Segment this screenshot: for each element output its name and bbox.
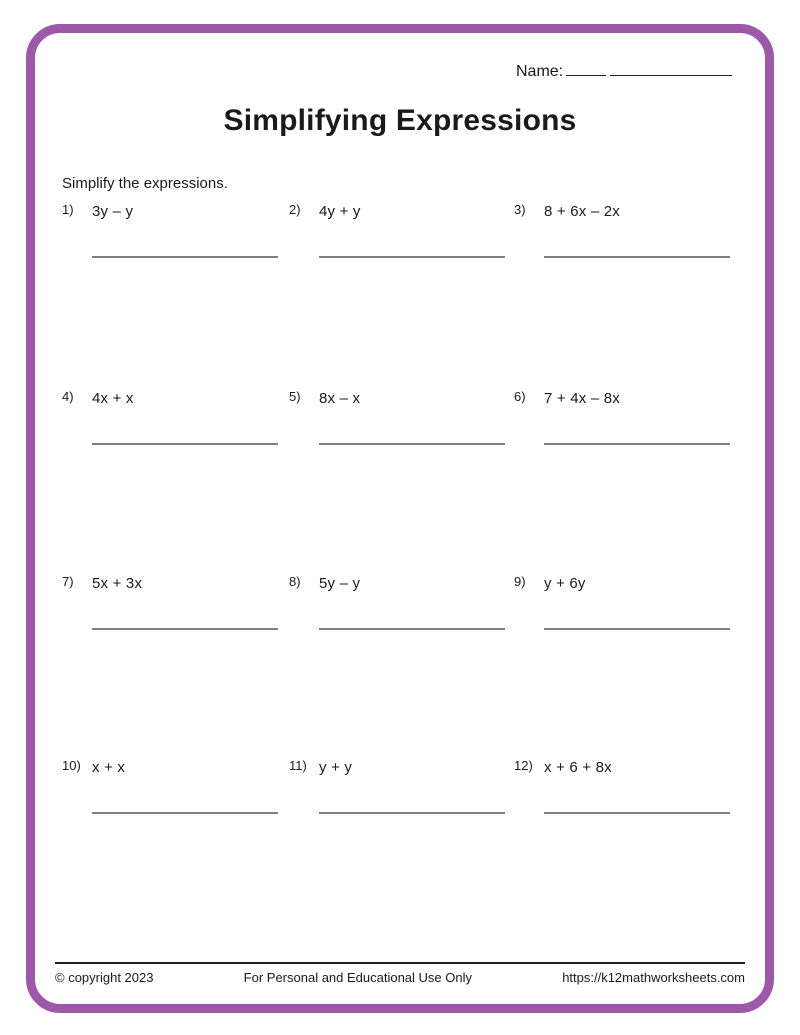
problem-6 xyxy=(514,390,732,460)
footer xyxy=(55,970,745,985)
problem-7 xyxy=(62,575,280,645)
problem-11 xyxy=(289,759,507,829)
problem-number: 8) xyxy=(289,574,301,589)
problem-expression: 5y – y xyxy=(319,575,361,592)
problem-number: 12) xyxy=(514,758,533,773)
problem-expression: y + y xyxy=(319,759,353,776)
page-title: Simplifying Expressions xyxy=(223,104,577,137)
problem-expression: 5x + 3x xyxy=(92,575,143,592)
problem-3 xyxy=(514,203,732,273)
problem-4 xyxy=(62,390,280,460)
problem-8 xyxy=(289,575,507,645)
footer-divider xyxy=(55,962,745,964)
problem-expression: 4x + x xyxy=(92,390,134,407)
problem-2 xyxy=(289,203,507,273)
problem-expression: y + 6y xyxy=(544,575,586,592)
name-row xyxy=(516,60,732,81)
footer-usage-note: For Personal and Educational Use Only xyxy=(243,970,473,985)
answer-line xyxy=(319,443,505,445)
decorative-border xyxy=(26,24,774,1013)
problem-12 xyxy=(514,759,732,829)
answer-line xyxy=(544,256,730,258)
problem-number: 5) xyxy=(289,389,301,404)
answer-line xyxy=(319,812,505,814)
problem-expression: 4y + y xyxy=(319,203,361,220)
problem-number: 2) xyxy=(289,202,301,217)
answer-line xyxy=(319,256,505,258)
problem-number: 11) xyxy=(289,758,307,773)
problem-9 xyxy=(514,575,732,645)
answer-line xyxy=(92,256,278,258)
problem-number: 4) xyxy=(62,389,74,404)
problem-1 xyxy=(62,203,280,273)
answer-line xyxy=(92,812,278,814)
problem-number: 3) xyxy=(514,202,526,217)
problem-expression: x + 6 + 8x xyxy=(544,759,612,776)
instructions: Simplify the expressions. xyxy=(62,175,228,192)
answer-line xyxy=(544,628,730,630)
answer-line xyxy=(92,443,278,445)
problem-expression: 3y – y xyxy=(92,203,134,220)
footer-website-link: https://k12mathworksheets.com xyxy=(562,970,745,985)
name-blank-line xyxy=(566,60,606,76)
answer-line xyxy=(319,628,505,630)
problem-expression: 8x – x xyxy=(319,390,361,407)
footer-copyright: © copyright 2023 xyxy=(55,970,154,985)
problem-number: 10) xyxy=(62,758,81,773)
problem-expression: 8 + 6x – 2x xyxy=(544,203,620,220)
problem-number: 9) xyxy=(514,574,526,589)
answer-line xyxy=(544,443,730,445)
problem-number: 7) xyxy=(62,574,74,589)
problem-10 xyxy=(62,759,280,829)
name-label: Name: xyxy=(516,63,564,80)
answer-line xyxy=(544,812,730,814)
problem-number: 6) xyxy=(514,389,526,404)
problem-expression: 7 + 4x – 8x xyxy=(544,390,620,407)
problem-expression: x + x xyxy=(92,759,126,776)
answer-line xyxy=(92,628,278,630)
name-blank-line xyxy=(610,60,732,76)
problem-number: 1) xyxy=(62,202,74,217)
problem-5 xyxy=(289,390,507,460)
